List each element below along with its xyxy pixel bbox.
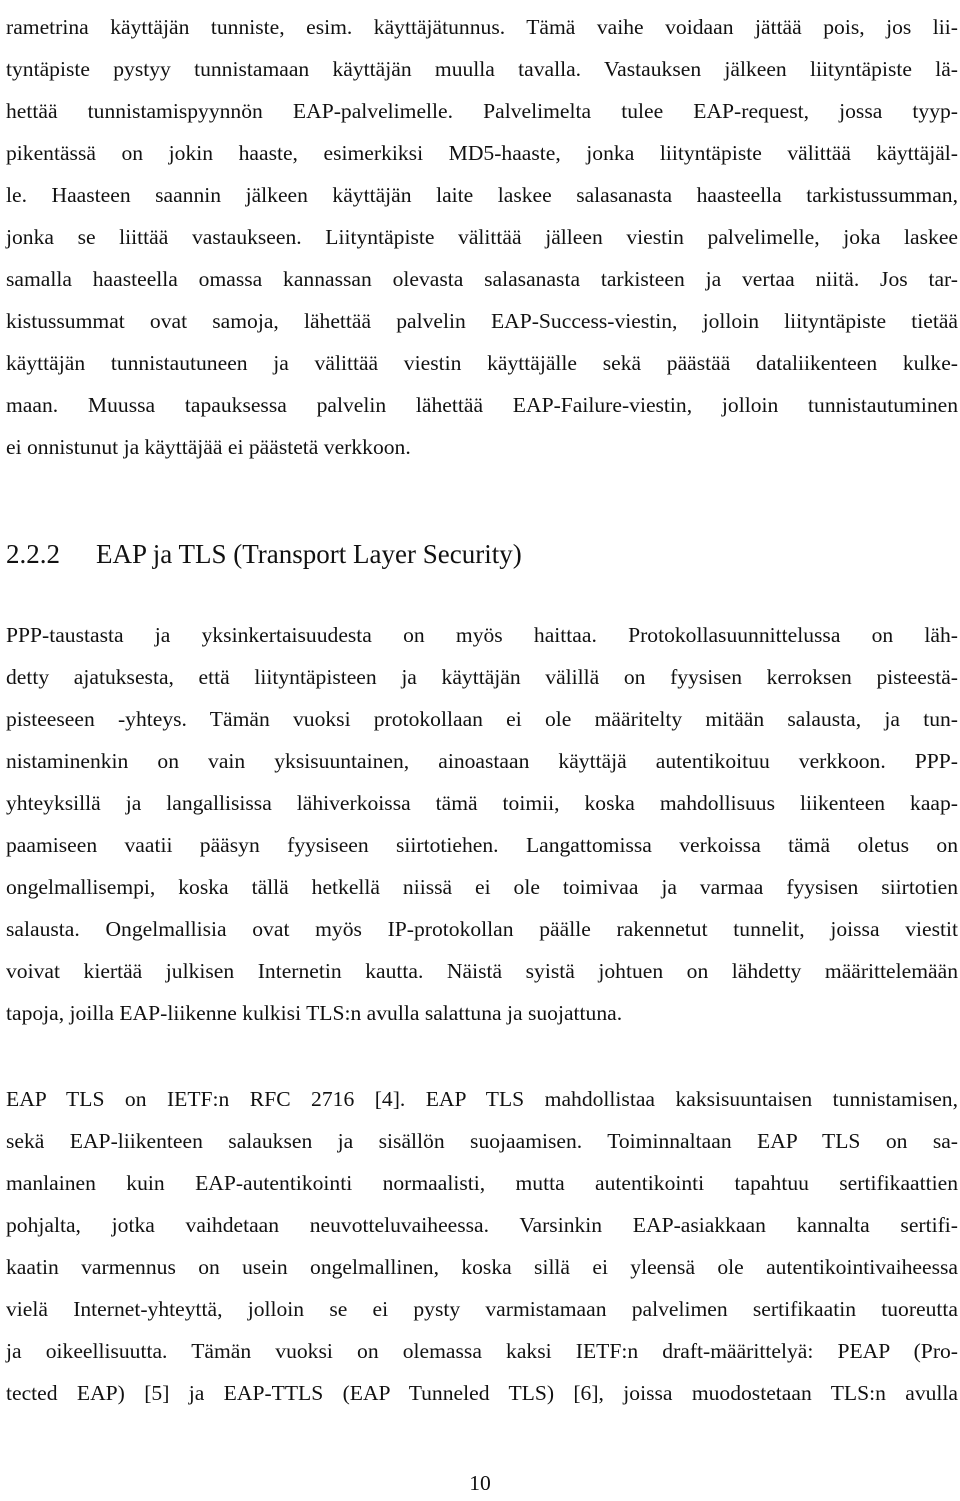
text-line: detty ajatuksesta, että liityntäpisteen ja käyttäjän välillä on fyysisen kerroksen pisteestä- (6, 665, 958, 689)
text-line: ja oikeellisuutta. Tämän vuoksi on olemassa kaksi IETF:n draft-määrittelyä: PEAP (Pro- (6, 1339, 958, 1363)
section-title: EAP ja TLS (Transport Layer Security) (96, 539, 522, 569)
text-line: jonka se liittää vastaukseen. Liityntäpiste välittää jälleen viestin palvelimelle, joka laskee (6, 225, 958, 249)
text-line: kaatin varmennus on usein ongelmallinen, koska sillä ei yleensä ole autentikointivaiheessa (6, 1255, 958, 1279)
text-line: hettää tunnistamispyynnön EAP-palvelimelle. Palvelimelta tulee EAP-request, jossa tyyp- (6, 99, 958, 123)
text-line: samalla haasteella omassa kannassan olevasta salasanasta tarkisteen ja vertaa niitä. Jos tar- (6, 267, 958, 291)
paragraph-eap-tls (6, 1078, 958, 1414)
text-line: rametrina käyttäjän tunniste, esim. käyttäjätunnus. Tämä vaihe voidaan jättää pois, jos lii- (6, 15, 958, 39)
text-line: pikentässä on jokin haaste, esimerkiksi MD5-haaste, jonka liityntäpiste välittää käyttäjäl- (6, 141, 958, 165)
text-line: voivat kiertää julkisen Internetin kautta. Näistä syistä johtuen on lähdetty määrittelemään (6, 959, 958, 983)
text-line: tyntäpiste pystyy tunnistamaan käyttäjän muulla tavalla. Vastauksen jälkeen liityntäpiste lä- (6, 57, 958, 81)
text-line: EAP TLS on IETF:n RFC 2716 [4]. EAP TLS mahdollistaa kaksisuuntaisen tunnistamisen, (6, 1087, 958, 1111)
text-line: käyttäjän tunnistautuneen ja välittää viestin käyttäjälle sekä päästää dataliikenteen kulke- (6, 351, 958, 375)
text-line: salausta. Ongelmallisia ovat myös IP-protokollan päälle rakennetut tunnelit, joissa viestit (6, 917, 958, 941)
section-heading (6, 530, 522, 578)
text-line: kistussummat ovat samoja, lähettää palvelin EAP-Success-viestin, jolloin liityntäpiste tietää (6, 309, 958, 333)
text-line: ongelmallisempi, koska tällä hetkellä niissä ei ole toimivaa ja varmaa fyysisen siirtotien (6, 875, 958, 899)
text-line: pohjalta, jotka vaihdetaan neuvotteluvaiheessa. Varsinkin EAP-asiakkaan kannalta sertifi- (6, 1213, 958, 1237)
text-line: nistaminenkin on vain yksisuuntainen, ainoastaan käyttäjä autentikoituu verkkoon. PPP- (6, 749, 958, 773)
paragraph-ppp-drawbacks (6, 614, 958, 1034)
text-line: vielä Internet-yhteyttä, jolloin se ei pysty varmistamaan palvelimen sertifikaatin tuoreutta (6, 1297, 958, 1321)
text-line: maan. Muussa tapauksessa palvelin lähettää EAP-Failure-viestin, jolloin tunnistautuminen (6, 393, 958, 417)
text-line: tapoja, joilla EAP-liikenne kulkisi TLS:n avulla salattuna ja suojattuna. (6, 1001, 623, 1025)
text-line: ei onnistunut ja käyttäjää ei päästetä verkkoon. (6, 435, 411, 459)
page-number: 10 (469, 1471, 491, 1495)
text-line: tected EAP) [5] ja EAP-TTLS (EAP Tunneled TLS) [6], joissa muodostetaan TLS:n avulla (6, 1381, 958, 1405)
paragraph-eap-authentication (6, 6, 958, 468)
text-line: PPP-taustasta ja yksinkertaisuudesta on myös haittaa. Protokollasuunnittelussa on läh- (6, 623, 958, 647)
text-line: paamiseen vaatii pääsyn fyysiseen siirtotiehen. Langattomissa verkoissa tämä oletus on (6, 833, 958, 857)
text-line: manlainen kuin EAP-autentikointi normaalisti, mutta autentikointi tapahtuu sertifikaattien (6, 1171, 958, 1195)
text-line: yhteyksillä ja langallisissa lähiverkoissa tämä toimii, koska mahdollisuus liikenteen kaap- (6, 791, 958, 815)
section-number: 2.2.2 (6, 539, 60, 569)
text-line: le. Haasteen saannin jälkeen käyttäjän laite laskee salasanasta haasteella tarkistussumman, (6, 183, 958, 207)
text-line: pisteeseen -yhteys. Tämän vuoksi protokollaan ei ole määritelty mitään salausta, ja tun- (6, 707, 958, 731)
text-line: sekä EAP-liikenteen salauksen ja sisällön suojaamisen. Toiminnaltaan EAP TLS on sa- (6, 1129, 958, 1153)
